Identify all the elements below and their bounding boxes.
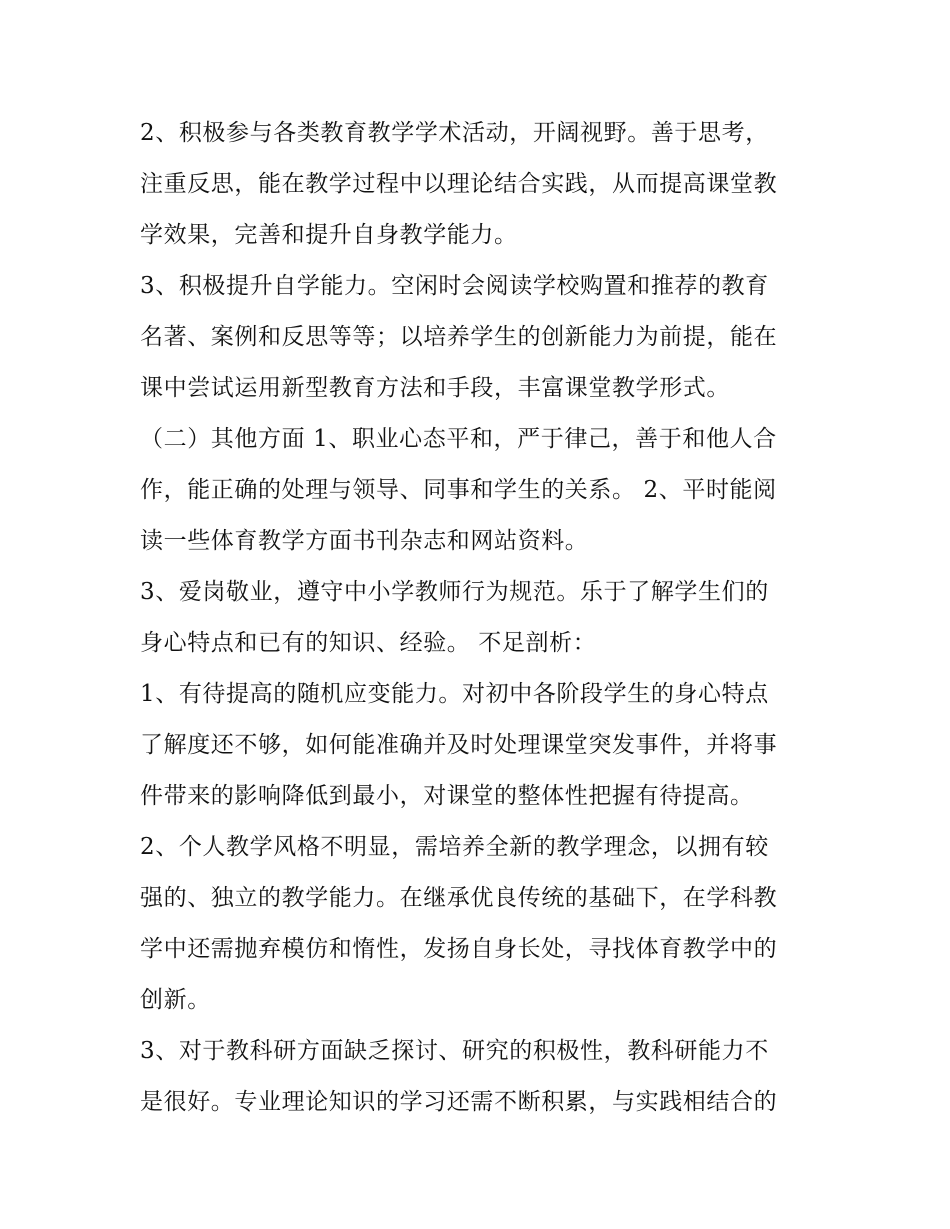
text-line: （二）其他方面 1、职业心态平和，严于律己，善于和他人合 xyxy=(140,426,777,452)
text-line: 2、个人教学风格不明显，需培养全新的教学理念，以拥有较 xyxy=(140,834,769,860)
text-line: 3、爱岗敬业，遵守中小学教师行为规范。乐于了解学生们的 xyxy=(140,579,769,605)
text-line: 3、对于教科研方面缺乏探讨、研究的积极性，教科研能力不 xyxy=(140,1038,769,1064)
text-line: 注重反思，能在教学过程中以理论结合实践，从而提高课堂教 xyxy=(140,171,778,197)
text-line: 是很好。专业理论知识的学习还需不断积累，与实践相结合的 xyxy=(140,1089,778,1115)
text-line: 3、积极提升自学能力。空闲时会阅读学校购置和推荐的教育 xyxy=(140,273,769,299)
text-line: 读一些体育教学方面书刊杂志和网站资料。 xyxy=(140,528,589,554)
text-line: 名著、案例和反思等等；以培养学生的创新能力为前提，能在 xyxy=(140,324,778,350)
text-line: 学中还需抛弃模仿和惰性，发扬自身长处，寻找体育教学中的 xyxy=(140,936,778,962)
text-line: 2、积极参与各类教育教学学术活动，开阔视野。善于思考， xyxy=(140,120,769,146)
text-line: 了解度还不够，如何能准确并及时处理课堂突发事件，并将事 xyxy=(140,732,778,758)
text-line: 身心特点和已有的知识、经验。 不足剖析： xyxy=(140,630,597,656)
text-line: 件带来的影响降低到最小，对课堂的整体性把握有待提高。 xyxy=(140,783,754,809)
text-line: 学效果，完善和提升自身教学能力。 xyxy=(140,222,518,248)
text-line: 1、有待提高的随机应变能力。对初中各阶段学生的身心特点 xyxy=(140,681,769,707)
text-line: 创新。 xyxy=(140,987,211,1013)
text-line: 课中尝试运用新型教育方法和手段，丰富课堂教学形式。 xyxy=(140,375,730,401)
document-body xyxy=(140,108,820,1128)
text-line: 作，能正确的处理与领导、同事和学生的关系。 2、平时能阅 xyxy=(140,477,777,503)
text-line: 强的、独立的教学能力。在继承优良传统的基础下，在学科教 xyxy=(140,885,778,911)
